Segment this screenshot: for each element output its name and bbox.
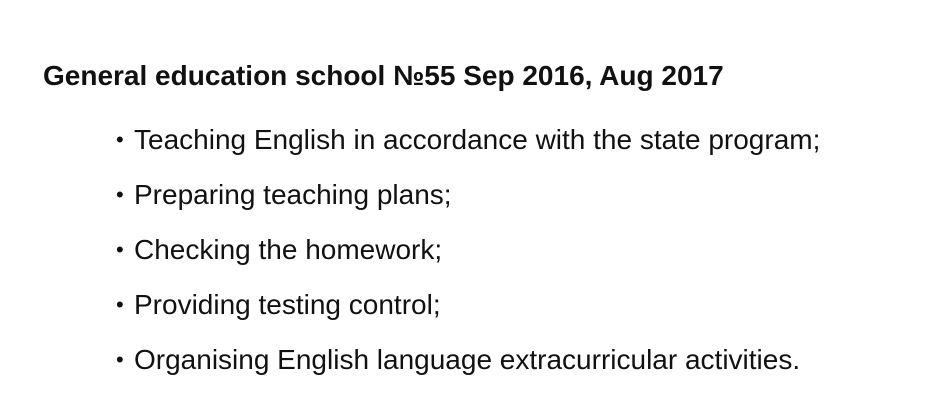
bullet-icon: • [116, 181, 124, 207]
bullet-icon: • [116, 291, 124, 317]
list-item [116, 222, 820, 277]
duty-text: Teaching English in accordance with the state program; [134, 123, 821, 155]
list-item [116, 332, 820, 387]
duty-text: Preparing teaching plans; [134, 178, 452, 210]
bullet-icon: • [116, 236, 124, 262]
list-item [116, 112, 820, 167]
bullet-icon: • [116, 126, 124, 152]
job-heading: General education school №55 Sep 2016, Aug 2017 [43, 60, 724, 91]
duty-text: Organising English language extracurricular activities. [134, 343, 801, 375]
duty-text: Checking the homework; [134, 233, 443, 265]
list-item [116, 167, 820, 222]
bullet-icon: • [116, 346, 124, 372]
duty-text: Providing testing control; [134, 288, 441, 320]
duties-list [116, 112, 820, 387]
list-item [116, 277, 820, 332]
